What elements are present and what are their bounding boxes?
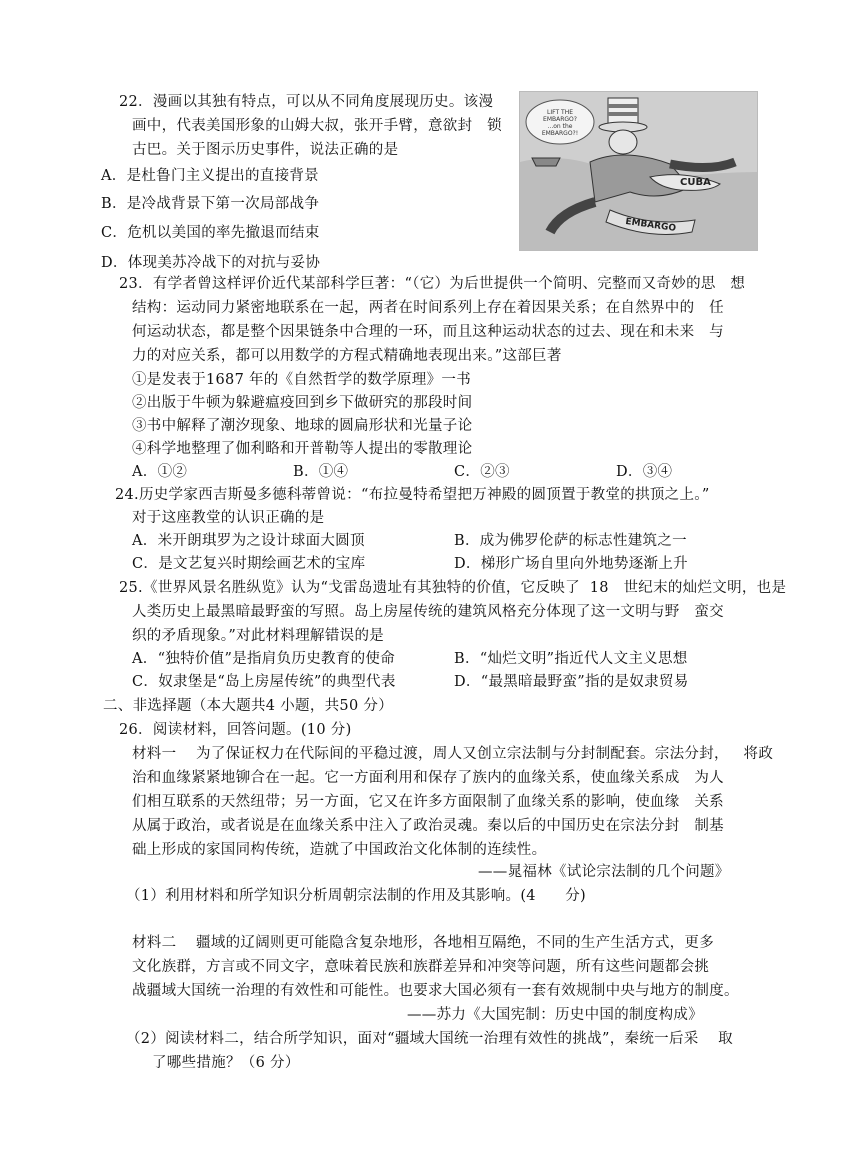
q26-material2-line: 文化族群，方言或不同文字，意味着民族和族群差异和冲突等问题，所有这些问题都会挑 xyxy=(132,959,710,975)
q23-stem-line: 结构：运动同力紧密地联系在一起，两者在时间系列上存在着因果关系；在自然界中的 任 xyxy=(132,300,724,316)
embargo-label: EMBARGO xyxy=(624,216,677,234)
q22-option: A．是杜鲁门主义提出的直接背景 xyxy=(101,168,319,184)
q26-material1-line: 从属于政治，或者说是在血缘关系中注入了政治灵魂。秦以后的中国历史在宗法分封 制基 xyxy=(132,818,724,834)
section-heading: 二、非选择题（本大题共4 小题，共50 分） xyxy=(103,698,393,714)
q22-stem-line: 古巴。关于图示历史事件，说法正确的是 xyxy=(132,142,399,158)
q26-sub-question-2: 了哪些措施？（6 分） xyxy=(152,1055,300,1071)
q26-material2-line: 材料二 疆域的辽阔则更可能隐含复杂地形，各地相互隔绝，不同的生产生活方式，更多 xyxy=(132,935,715,951)
q23-item: ③书中解释了潮汐现象、地球的圆扁形状和光量子论 xyxy=(132,418,473,434)
cuba-label: CUBA xyxy=(680,177,711,188)
q26-material2-source: ——苏力《大国宪制：历史中国的制度构成》 xyxy=(407,1007,703,1023)
q24-option: B．成为佛罗伦萨的标志性建筑之一 xyxy=(454,533,687,549)
q26-material1-line: 材料一 为了保证权力在代际间的平稳过渡，周人又创立宗法制与分封制配套。宗法分封， 将政 xyxy=(132,746,774,762)
q24-option: A．米开朗琪罗为之设计球面大圆顶 xyxy=(132,533,365,549)
q23-stem-line: 23．有学者曾这样评价近代某部科学巨著：“（它）为后世提供一个简明、完整而又奇妙的思 想 xyxy=(119,276,746,292)
q22-stem-line: 22．漫画以其独有特点，可以从不同角度展现历史。该漫 xyxy=(119,94,494,110)
q26-sub-question-1: （1）利用材料和所学知识分析周朝宗法制的作用及其影响。(4 分) xyxy=(126,888,587,904)
q26-title: 26．阅读材料，回答问题。(10 分) xyxy=(119,722,352,738)
q23-option: D．③④ xyxy=(616,464,673,480)
q23-option: A．①② xyxy=(132,464,188,480)
q23-stem-line: 何运动状态，都是整个因果链条中合理的一环，而且这种运动状态的过去、现在和未来 与 xyxy=(132,324,724,340)
q23-option: B．①④ xyxy=(293,464,349,480)
q22-option: C．危机以美国的率先撤退而结束 xyxy=(101,225,320,241)
q24-option: C．是文艺复兴时期绘画艺术的宝库 xyxy=(132,556,366,572)
bubble-line: EMBARGO?! xyxy=(541,130,579,137)
q26-sub-question-2: （2）阅读材料二，结合所学知识，面对“疆域大国统一治理有效性的挑战”，秦统一后采 取 xyxy=(126,1031,733,1047)
q26-material1-source: ——晁福林《试论宗法制的几个问题》 xyxy=(478,864,730,880)
q23-item: ②出版于牛顿为躲避瘟疫回到乡下做研究的那段时间 xyxy=(132,395,473,411)
cartoon-drawing xyxy=(520,92,757,250)
q24-option: D．梯形广场自里向外地势逐渐上升 xyxy=(454,556,688,572)
q26-material1-line: 础上形成的家国同构传统，造就了中国政治文化体制的连续性。 xyxy=(132,842,547,858)
bubble-line: LIFT THE xyxy=(547,109,573,116)
q25-stem-line: 25.《世界风景名胜纵览》认为“戈雷岛遗址有其独特的价值，它反映了 18 世纪末的灿烂文明，也是 xyxy=(119,580,787,596)
uncle-sam-cuba-cartoon xyxy=(519,91,758,251)
q25-option: A．“独特价值”是指肩负历史教育的使命 xyxy=(132,651,395,667)
q25-option: B．“灿烂文明”指近代人文主义思想 xyxy=(454,651,688,667)
q23-item: ④科学地整理了伽利略和开普勒等人提出的零散理论 xyxy=(132,441,473,457)
bubble-line: ...on the xyxy=(547,123,573,130)
q25-option: D．“最黑暗最野蛮”指的是奴隶贸易 xyxy=(454,674,689,690)
q25-stem-line: 人类历史上最黑暗最野蛮的写照。岛上房屋传统的建筑风格充分体现了这一文明与野 蛮交 xyxy=(132,604,724,620)
q26-material1-line: 治和血缘紧紧地铆合在一起。它一方面利用和保存了族内的血缘关系，使血缘关系成 为人 xyxy=(132,770,724,786)
q25-option: C．奴隶堡是“岛上房屋传统”的典型代表 xyxy=(132,674,396,690)
q24-stem-line: 对于这座教堂的认识正确的是 xyxy=(132,510,325,526)
q22-option: D．体现美苏冷战下的对抗与妥协 xyxy=(101,255,321,271)
q25-stem-line: 织的矛盾现象。”对此材料理解错误的是 xyxy=(132,628,385,644)
q22-stem-line: 画中，代表美国形象的山姆大叔，张开手臂，意欲封 锁 xyxy=(132,118,502,134)
q26-material2-line: 战疆域大国统一治理的有效性和可能性。也要求大国必须有一套有效规制中央与地方的制度。 xyxy=(132,983,739,999)
q23-item: ①是发表于1687 年的《自然哲学的数学原理》一书 xyxy=(132,372,472,388)
q23-stem-line: 力的对应关系，都可以用数学的方程式精确地表现出来。”这部巨著 xyxy=(132,348,562,364)
bubble-line: EMBARGO? xyxy=(543,116,577,123)
q24-stem-line: 24.历史学家西吉斯曼多德科蒂曾说：“布拉曼特希望把万神殿的圆顶置于教堂的拱顶之上。” xyxy=(115,487,710,503)
q26-material1-line: 们相互联系的天然纽带；另一方面，它又在许多方面限制了血缘关系的影响，使血缘 关系 xyxy=(132,794,724,810)
q23-option: C．②③ xyxy=(454,464,510,480)
q22-option: B．是冷战背景下第一次局部战争 xyxy=(101,196,320,212)
